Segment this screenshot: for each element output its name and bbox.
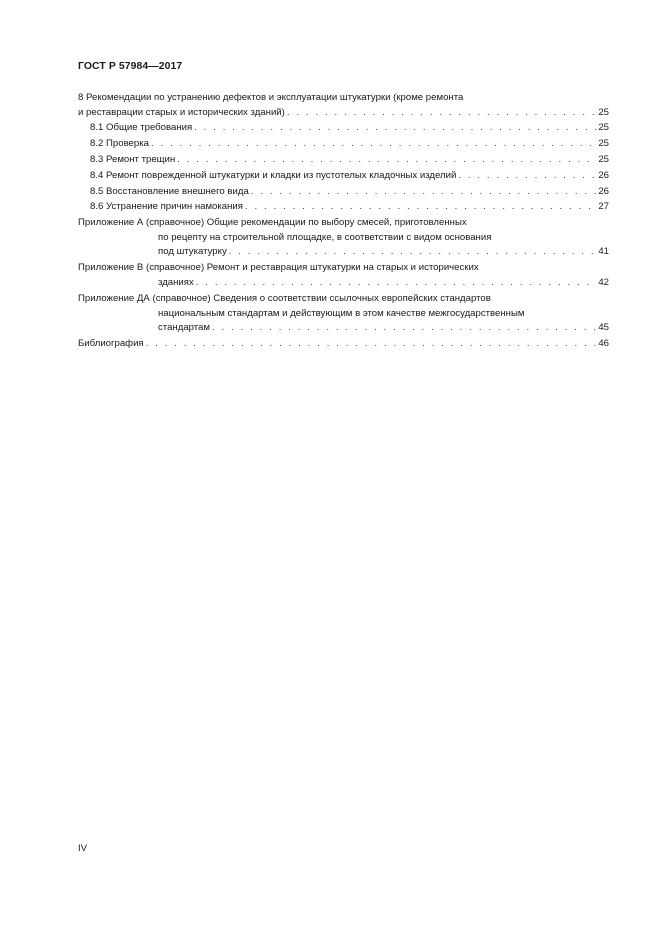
toc-entry-appendix-a[interactable] [78, 216, 609, 260]
toc-entry-text: 8.4 Ремонт поврежденной штукатурки и кладки из пустотелых кладочных изделий [90, 169, 457, 181]
toc-entry-text: зданиях [158, 277, 194, 289]
dot-leader [177, 153, 597, 168]
toc-page-number: 25 [598, 106, 609, 118]
toc-entry-text: 8 Рекомендации по устранению дефектов и эксплуатации штукатурки (кроме ремонта [78, 92, 464, 103]
toc-entry-text: 8.6 Устранение причин намокания [90, 201, 243, 213]
document-header: ГОСТ Р 57984—2017 [78, 61, 183, 72]
toc-entry-section-8-6[interactable] [78, 200, 609, 215]
toc-entry-text: 8.2 Проверка [90, 138, 149, 150]
dot-leader [229, 245, 598, 260]
toc-entry-bibliography[interactable] [78, 337, 609, 352]
dot-leader [151, 137, 597, 152]
toc-entry-section-8-3[interactable] [78, 153, 609, 168]
toc-entry-text: 8.3 Ремонт трещин [90, 153, 176, 165]
toc-entry-text: Библиография [78, 338, 144, 350]
toc-page-number: 26 [598, 169, 609, 181]
toc-entry-text: Приложение В (справочное) Ремонт и реставрация штукатурки на старых и исторических [78, 262, 479, 274]
page-number: IV [78, 843, 88, 854]
table-of-contents [78, 91, 609, 352]
toc-entry-section-8-1[interactable] [78, 121, 609, 136]
dot-leader [194, 121, 597, 136]
toc-page-number: 25 [598, 153, 609, 165]
dot-leader [287, 106, 597, 121]
toc-page-number: 25 [598, 138, 609, 150]
dot-leader [146, 337, 598, 352]
toc-page-number: 42 [598, 277, 609, 289]
toc-entry-text: Приложение А (справочное) Общие рекомендации по выбору смесей, приготовленных [78, 217, 467, 229]
toc-entry-section-8-5[interactable] [78, 185, 609, 200]
toc-entry-appendix-b[interactable] [78, 261, 609, 290]
toc-entry-section-8-4[interactable] [78, 169, 609, 184]
toc-page-number: 41 [598, 246, 609, 258]
dot-leader [245, 200, 597, 215]
toc-entry-text: стандартам [158, 322, 210, 334]
toc-page-number: 45 [598, 322, 609, 334]
toc-entry-section-8-2[interactable] [78, 137, 609, 152]
toc-entry-text: под штукатурку [158, 246, 227, 258]
toc-entry-text: по рецепту на строительной площадке, в соответствии с видом основания [158, 231, 492, 243]
toc-entry-text: и реставрации старых и исторических зданий) [78, 106, 285, 118]
toc-entry-text: национальным стандартам и действующим в этом качестве межгосударственным [158, 307, 525, 319]
toc-page-number: 46 [598, 338, 609, 350]
toc-entry-section-8[interactable] [78, 91, 609, 120]
toc-page-number: 26 [598, 185, 609, 197]
toc-entry-text: Приложение ДА (справочное) Сведения о соответствии ссылочных европейских стандартов [78, 293, 491, 305]
dot-leader [196, 276, 598, 291]
toc-entry-appendix-da[interactable] [78, 292, 609, 336]
toc-entry-text: 8.1 Общие требования [90, 122, 193, 134]
dot-leader [251, 185, 598, 200]
toc-page-number: 27 [598, 201, 609, 213]
dot-leader [458, 169, 597, 184]
dot-leader [212, 321, 597, 336]
toc-page-number: 25 [598, 122, 609, 134]
toc-entry-text: 8.5 Восстановление внешнего вида [90, 185, 249, 197]
